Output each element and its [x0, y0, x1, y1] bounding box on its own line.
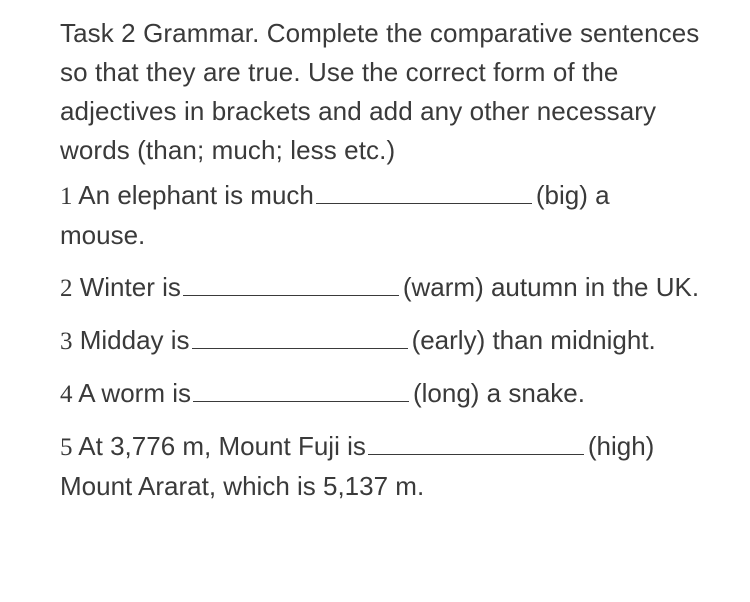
item-number: 2: [60, 275, 73, 302]
exercise-item-1: [60, 176, 700, 255]
task-instructions: Task 2 Grammar. Complete the comparative sentences so that they are true. Use the correct form of the adjectives in brackets and add any other necessary words (than; much; less etc.): [60, 18, 700, 165]
item-number: 4: [60, 381, 73, 408]
worksheet: [60, 14, 700, 506]
answer-blank[interactable]: [193, 381, 409, 402]
item-text-after: (early) than midnight.: [411, 325, 656, 355]
item-text-before: An elephant is much: [78, 180, 314, 210]
answer-blank[interactable]: [316, 183, 532, 204]
item-number: 1: [60, 183, 73, 210]
answer-blank[interactable]: [192, 328, 408, 349]
item-text-before: A worm is: [78, 378, 191, 408]
exercise-item-3: [60, 321, 700, 361]
exercise-item-4: [60, 374, 700, 414]
item-text-before: Winter is: [79, 272, 181, 302]
exercise-item-5: [60, 427, 700, 506]
item-number: 5: [60, 434, 73, 461]
answer-blank[interactable]: [368, 434, 584, 455]
item-text-after: (long) a snake.: [412, 378, 585, 408]
item-number: 3: [60, 328, 73, 355]
answer-blank[interactable]: [183, 275, 399, 296]
exercise-item-2: [60, 268, 700, 308]
item-text-before: Midday is: [79, 325, 190, 355]
item-text-after: (big) a mouse.: [60, 180, 610, 250]
item-text-after: (warm) autumn in the UK.: [402, 272, 700, 302]
item-text-after: (high) Mount Ararat, which is 5,137 m.: [60, 431, 655, 501]
item-text-before: At 3,776 m, Mount Fuji is: [78, 431, 366, 461]
